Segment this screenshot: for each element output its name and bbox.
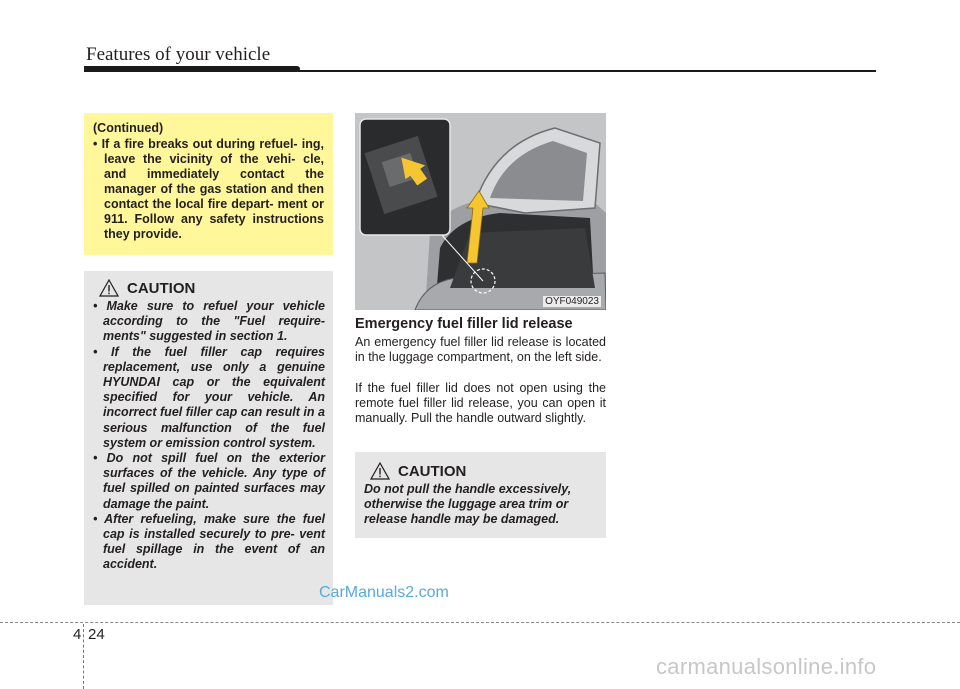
caution-item: • If the fuel filler cap requires replacement, use only a genuine HYUNDAI cap or the equivalent specified for your vehicle. An incorrect fuel filler cap can result in a serious malfunction of the fuel system or emission control system. [93,344,325,450]
section-heading: Emergency fuel filler lid release [355,316,573,332]
footer-rule [0,622,960,623]
caution-list [93,299,325,573]
continued-label: (Continued) [93,121,164,135]
continued-list [93,137,324,242]
trunk-release-photo [355,113,606,310]
header-rule-thin [298,70,876,72]
caution-item: • After refueling, make sure the fuel cap is installed securely to pre- vent fuel spillage in the event of an accident. [93,511,325,572]
page-number: 24 [88,626,105,643]
body-paragraph: If the fuel filler lid does not open using the remote fuel filler lid release, you can open it manually. Pull the handle outward slightly. [355,381,606,425]
caution-header [370,462,598,480]
continued-warning-box [84,113,333,255]
caution-box-fuel [84,271,333,605]
caution-title: CAUTION [127,279,196,297]
warning-triangle-icon [99,279,119,297]
caution-title: CAUTION [398,462,467,480]
caution-body: Do not pull the handle excessively, otherwise the luggage area trim or release handle may be damaged. [364,482,572,526]
continued-item: • If a fire breaks out during refuel- ing, leave the vicinity of the vehi- cle, and immediately contact the manager of the gas station and then contact the local fire depart- ment or 911. Follow any safety instructions they provide. [93,137,324,241]
trunk-illustration [355,113,606,310]
footer-site-watermark: carmanualsonline.info [656,654,877,679]
body-paragraph: An emergency fuel filler lid release is located in the luggage compartment, on the left side. [355,335,606,364]
caution-item: • Do not spill fuel on the exterior surfaces of the vehicle. Any type of fuel spilled on painted surfaces may damage the paint. [93,451,325,511]
chapter-number: 4 [73,626,82,643]
caution-box-handle [355,452,606,538]
figure-code: OYF049023 [545,296,599,307]
warning-triangle-icon [370,462,390,480]
header-rule-thick [84,66,300,72]
caution-item: • Make sure to refuel your vehicle according to the "Fuel require- ments" suggested in section 1. [93,299,325,344]
page-header-title: Features of your vehicle [86,44,271,65]
caution-header [99,279,325,297]
footer-divider [83,624,84,689]
watermark-link[interactable]: CarManuals2.com [319,584,449,601]
